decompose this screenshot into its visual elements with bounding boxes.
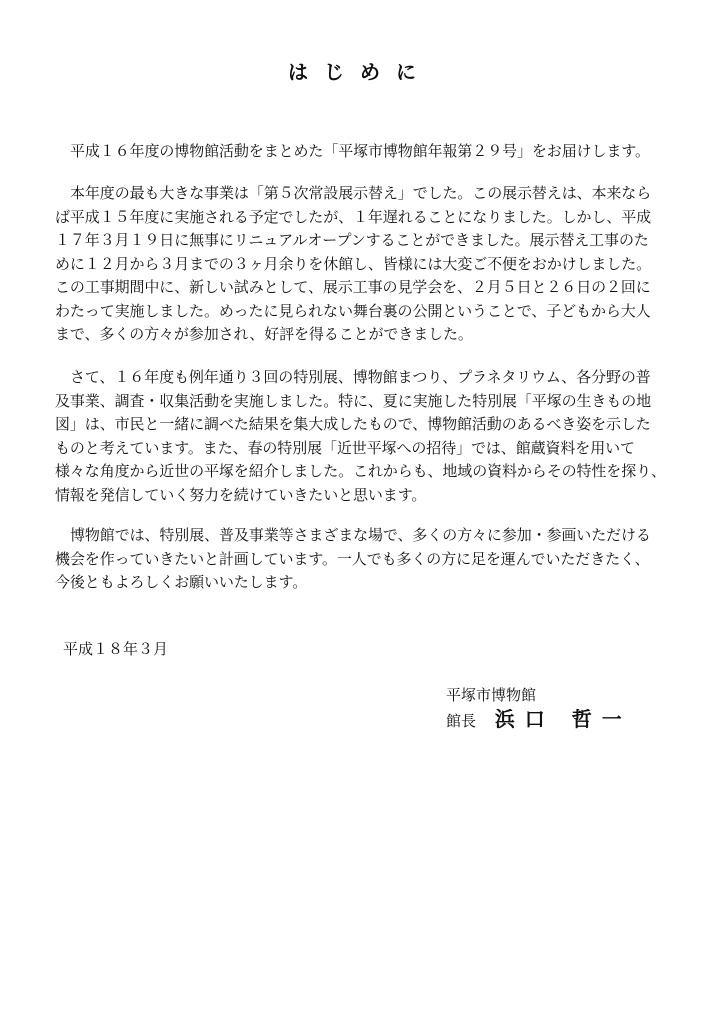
paragraph-line: ば平成１５年度に実施される予定でしたが、１年遅れることになりました。しかし、平成 [55, 207, 652, 226]
paragraph-line: 機会を作っていきたいと計画しています。一人でも多くの方に足を運んでいただきたく、 [55, 549, 650, 568]
paragraph-line: わたって実施しました。めったに見られない舞台裏の公開ということで、子どもから大人 [55, 301, 651, 320]
paragraph-line: 博物館では、特別展、普及事業等さまざまな場で、多くの方々に参加・参画いただける [70, 526, 651, 544]
document-date: 平成１８年３月 [63, 640, 169, 658]
signature-block [446, 706, 632, 734]
paragraph-line: 様々な角度から近世の平塚を紹介しました。これからも、地域の資料からその特性を探り、 [55, 462, 666, 480]
paragraph-line: 今後ともよろしくお願いいたします。 [55, 573, 308, 591]
paragraph-line: 情報を発信していく努力を続けていきたいと思います。 [55, 485, 427, 504]
signer-title: 館長 [446, 712, 477, 730]
paragraph-4 [55, 524, 675, 595]
paragraph-3 [55, 366, 675, 507]
organization-name: 平塚市博物館 [446, 686, 537, 704]
paragraph-line: まで、多くの方々が参加され、好評を得ることができました。 [55, 325, 473, 343]
paragraph-line: 本年度の最も大きな事業は「第５次常設展示替え」でした。この展示替えは、本来なら [70, 184, 652, 202]
paragraph-1 [55, 140, 675, 164]
paragraph-line: さて、１６年度も例年通り３回の特別展、博物館まつり、プラネタリウム、各分野の普 [70, 368, 651, 386]
paragraph-line: 図」は、市民と一緒に調べた結果を集大成したもので、博物館活動のあるべき姿を示した [55, 415, 651, 433]
paragraph-line: １７年３月１９日に無事にリニュアルオープンすることができました。展示替え工事のた [55, 231, 649, 249]
signer-name: 浜口 哲一 [494, 707, 632, 731]
paragraph-2 [55, 182, 675, 347]
paragraph-line: 平成１６年度の博物館活動をまとめた「平塚市博物館年報第２９号」をお届けします。 [70, 142, 650, 160]
paragraph-line: めに１２月から３月までの３ヶ月余りを休館し、皆様には大変ご不便をおかけしました。 [55, 254, 652, 273]
page-title: はじめに [288, 60, 432, 84]
paragraph-line: 及事業、調査・収集活動を実施しました。特に、夏に実施した特別展「平塚の生きもの地 [55, 391, 652, 410]
paragraph-line: ものと考えています。また、春の特別展「近世平塚への招待」では、館蔵資料を用いて [55, 438, 635, 457]
paragraph-line: この工事期間中に、新しい試みとして、展示工事の見学会を、２月５日と２６日の２回に [55, 278, 651, 296]
